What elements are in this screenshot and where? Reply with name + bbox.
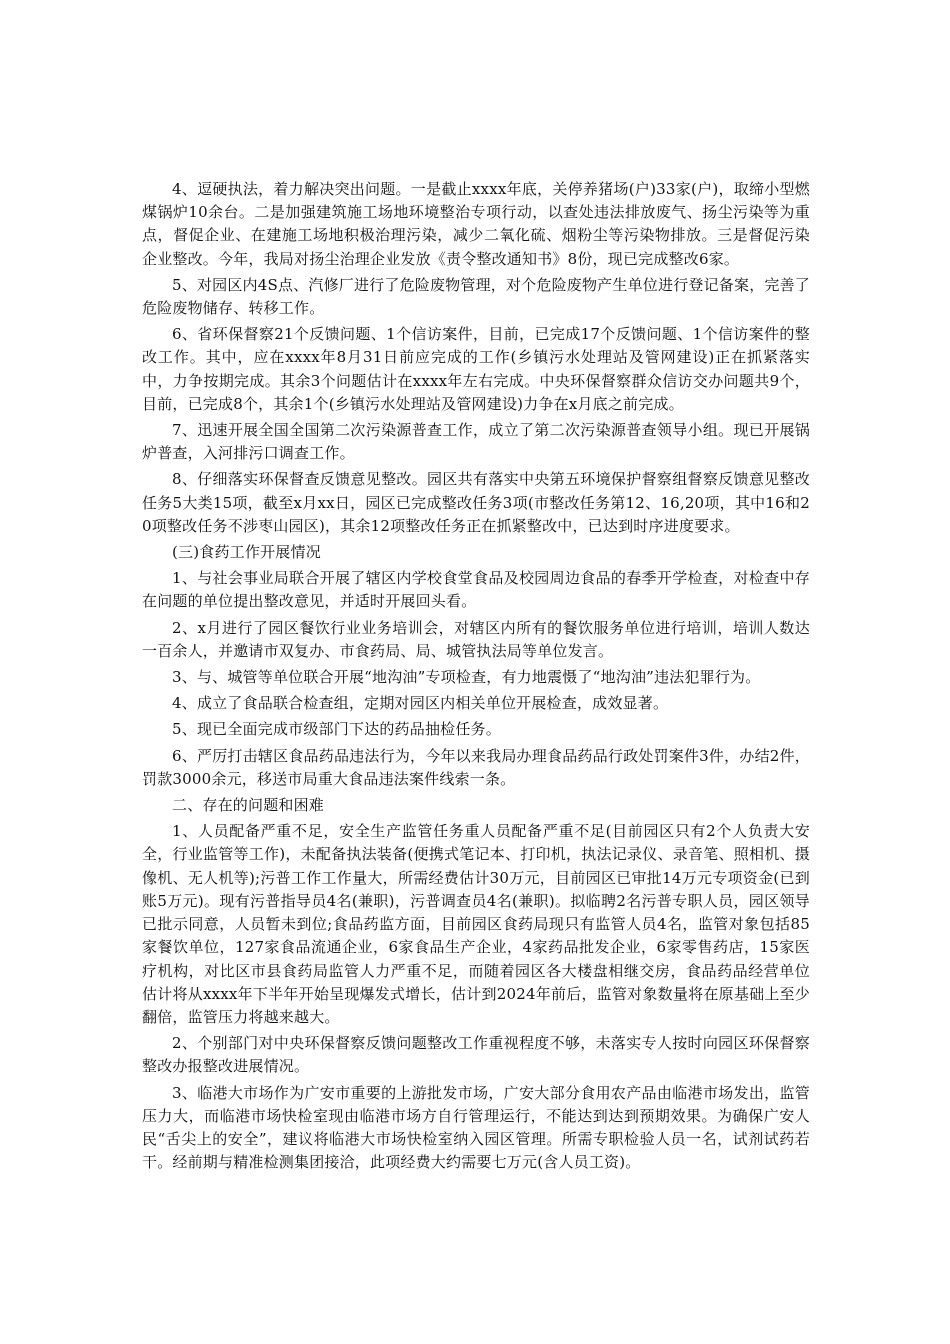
paragraph-env-enforcement: 4、逗硬执法，着力解决突出问题。一是截止xxxx年底，关停养猪场(户)33家(户)，取缔小型燃煤锅炉10余台。二是加强建筑施工场地环境整治专项行动，以查处违法排放废气、扬尘污染等为重点，督促企业、在建施工场地积极治理污染，减少二氧化硫、烟粉尘等污染物排放。三是督促污染企业整改。今年，我局对扬尘治理企业发放《责令整改通知书》8份，现已完成整改6家。 [142, 180, 810, 268]
paragraph-gutter-oil-check: 3、与、城管等单位联合开展“地沟油”专项检查，有力地震慑了“地沟油”违法犯罪行为。 [172, 668, 761, 687]
paragraph-drug-sampling: 5、现已全面完成市级部门下达的药品抽检任务。 [172, 720, 501, 739]
paragraph-provincial-inspection: 6、省环保督察21个反馈问题、1个信访案件，目前，已完成17个反馈问题、1个信访案件的整改工作。其中，应在xxxx年8月31日前应完成的工作(乡镇污水处理站及管网建设)正在抓紧落实中，力争按期完成。其余3个问题估计在xxxx年左右完成。中央环保督察群众信访交办问题共9个，目前，已完成8个，其余1个(乡镇污水处理站及管网建设)力争在x月底之前完成。 [142, 325, 810, 413]
paragraph-inspection-rectification: 8、仔细落实环保督查反馈意见整改。园区共有落实中央第五环境保护督察组督察反馈意见整改任务5大类15项，截至x月xx日，园区已完成整改任务3项(市整改任务第12、16,20项，其中16和20项整改任务不涉枣山园区)，其余12项整改任务正在抓紧整改中，已达到时序进度要求。 [142, 470, 810, 535]
section-heading-problems: 二、存在的问题和困难 [172, 796, 325, 815]
paragraph-school-canteen-check: 1、与社会事业局联合开展了辖区内学校食堂食品及校园周边食品的春季开学检查，对检查中存在问题的单位提出整改意见，并适时开展回头看。 [142, 569, 810, 611]
paragraph-catering-training: 2、x月进行了园区餐饮行业业务培训会，对辖区内所有的餐饮服务单位进行培训，培训人数达一百余人，并邀请市双复办、市食药局、局、城管执法局等单位发言。 [142, 618, 810, 660]
document-page [142, 178, 810, 1174]
paragraph-hazardous-waste: 5、对园区内4S点、汽修厂进行了危险废物管理，对个危险废物产生单位进行登记备案，完善了危险废物储存、转移工作。 [142, 275, 810, 318]
paragraph-staffing-shortage: 1、人员配备严重不足，安全生产监管任务重人员配备严重不足(目前园区只有2个人负责大安全，行业监管等工作)，未配备执法装备(便携式笔记本、打印机，执法记录仪、录音笔、照相机、摄像机、无人机等);污普工作工作量大，所需经费估计30万元，目前园区已审批14万元专项资金(已到账5万元)。现有污普指导员4名(兼职)，污普调查员4名(兼职)。拟临聘2名污普专职人员，园区领导已批示同意，人员暂未到位;食品药监方面，目前园区食药局现只有监管人员4名，监管对象包括85家餐饮单位，127家食品流通企业，6家食品生产企业，4家药品批发企业，6家零售药店，15家医疗机构，对比区市县食药局监管人力严重不足，而随着园区各大楼盘相继交房，食品药品经营单位估计将从xxxx年下半年开始呈现爆发式增长，估计到2024年前后，监管对象数量将在原基础上至少翻倍，监管压力将越来越大。 [142, 822, 810, 1026]
paragraph-violation-crackdown: 6、严厉打击辖区食品药品违法行为，今年以来我局办理食品药品行政处罚案件3件，办结2件，罚款3000余元，移送市局重大食品违法案件线索一条。 [142, 746, 810, 788]
section-heading-food-drug: (三)食药工作开展情况 [172, 543, 321, 562]
paragraph-lingang-market: 3、临港大市场作为广安市重要的上游批发市场，广安大部分食用农产品由临港市场发出，监管压力大，而临港市场快检室现由临港市场方自行管理运行，不能达到达到预期效果。为确保广安人民“舌尖上的安全”，建议将临港大市场快检室纳入园区管理。所需专职检验人员一名，试剂试药若干。经前期与精准检测集团接洽，此项经费大约需要七万元(含人员工资)。 [142, 1083, 810, 1172]
paragraph-pollution-census: 7、迅速开展全国全国第二次污染源普查工作，成立了第二次污染源普查领导小组。现已开展锅炉普查，入河排污口调查工作。 [142, 421, 810, 463]
paragraph-joint-inspection-team: 4、成立了食品联合检查组，定期对园区内相关单位开展检查，成效显著。 [172, 694, 669, 713]
paragraph-department-attention: 2、个别部门对中央环保督察反馈问题整改工作重视程度不够，未落实专人按时向园区环保督察整改办报整改进展情况。 [142, 1034, 810, 1076]
